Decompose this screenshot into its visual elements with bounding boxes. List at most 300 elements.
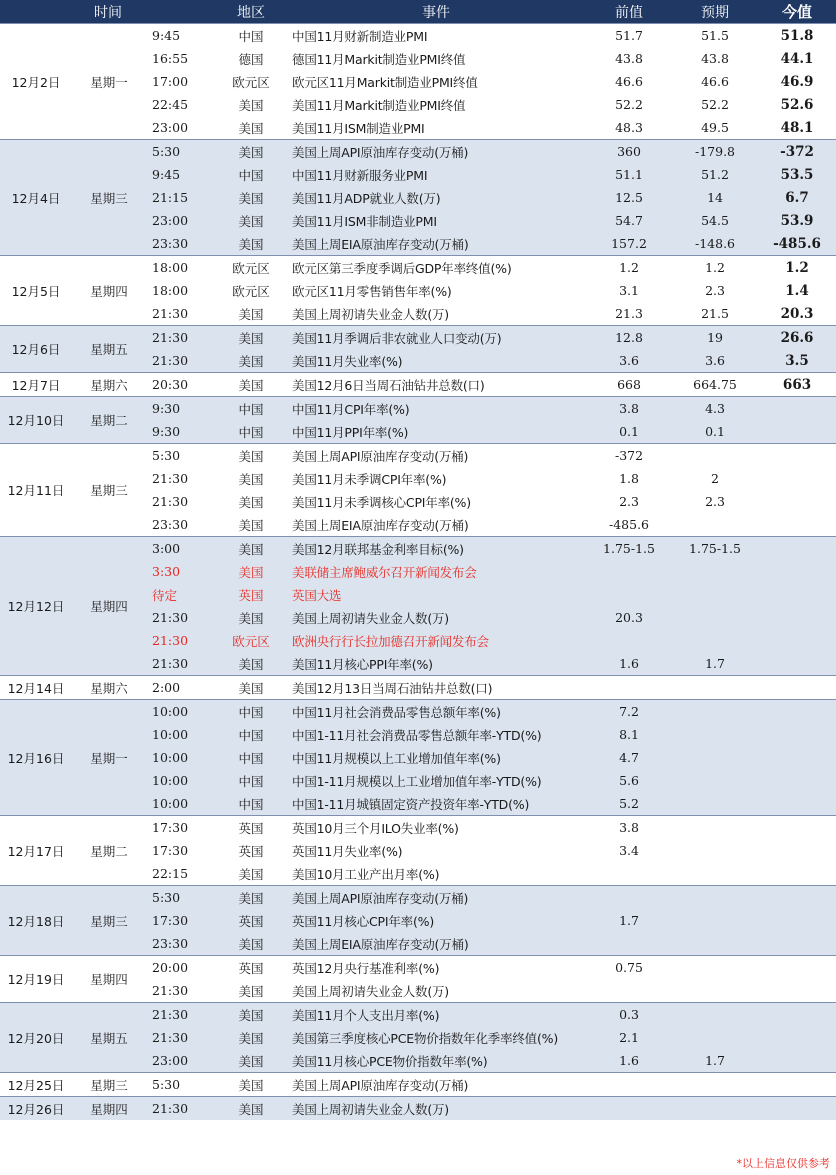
time-cell: 23:00	[146, 1049, 216, 1073]
forecast-value-cell: 1.7	[672, 652, 758, 676]
weekday-cell: 星期四	[72, 1097, 146, 1121]
event-cell: 中国11月规模以上工业增加值年率(%)	[286, 746, 586, 769]
event-cell: 美国11月未季调核心CPI年率(%)	[286, 490, 586, 513]
event-cell: 美国11月核心PCE物价指数年率(%)	[286, 1049, 586, 1073]
event-cell: 美国10月工业产出月率(%)	[286, 862, 586, 886]
actual-value-cell	[758, 1097, 836, 1121]
prev-value-cell: 52.2	[586, 93, 672, 116]
actual-value-cell	[758, 839, 836, 862]
prev-value-cell	[586, 583, 672, 606]
table-row	[0, 397, 836, 421]
actual-value-cell	[758, 956, 836, 980]
forecast-value-cell	[672, 979, 758, 1003]
forecast-value-cell: 1.2	[672, 256, 758, 280]
actual-value-cell: 53.9	[758, 209, 836, 232]
time-cell: 9:45	[146, 163, 216, 186]
actual-value-cell	[758, 420, 836, 444]
forecast-value-cell: 2.3	[672, 279, 758, 302]
date-cell: 12月14日	[0, 676, 72, 700]
actual-value-cell	[758, 909, 836, 932]
table-row	[0, 676, 836, 700]
forecast-value-cell	[672, 769, 758, 792]
region-cell: 中国	[216, 769, 286, 792]
table-row	[0, 1097, 836, 1121]
weekday-cell: 星期四	[72, 256, 146, 326]
prev-value-cell: 3.1	[586, 279, 672, 302]
actual-value-cell	[758, 1026, 836, 1049]
prev-value-cell: 157.2	[586, 232, 672, 256]
time-cell: 9:30	[146, 397, 216, 421]
weekday-cell: 星期四	[72, 537, 146, 676]
forecast-value-cell: 14	[672, 186, 758, 209]
time-cell: 10:00	[146, 723, 216, 746]
region-cell: 英国	[216, 816, 286, 840]
forecast-value-cell: 43.8	[672, 47, 758, 70]
weekday-cell: 星期二	[72, 397, 146, 444]
event-cell: 美国12月联邦基金利率目标(%)	[286, 537, 586, 561]
time-cell: 待定	[146, 583, 216, 606]
event-cell: 美国上周EIA原油库存变动(万桶)	[286, 932, 586, 956]
prev-value-cell: 12.8	[586, 326, 672, 350]
prev-value-cell: 4.7	[586, 746, 672, 769]
actual-value-cell	[758, 490, 836, 513]
actual-value-cell	[758, 467, 836, 490]
forecast-value-cell	[672, 606, 758, 629]
actual-value-cell: 26.6	[758, 326, 836, 350]
region-cell: 中国	[216, 163, 286, 186]
prev-value-cell	[586, 886, 672, 910]
actual-value-cell: 53.5	[758, 163, 836, 186]
weekday-cell: 星期六	[72, 373, 146, 397]
prev-value-cell: 54.7	[586, 209, 672, 232]
forecast-value-cell: 54.5	[672, 209, 758, 232]
event-cell: 欧洲央行行长拉加德召开新闻发布会	[286, 629, 586, 652]
forecast-value-cell	[672, 886, 758, 910]
date-cell: 12月2日	[0, 24, 72, 140]
forecast-value-cell	[672, 956, 758, 980]
time-cell: 21:30	[146, 1026, 216, 1049]
actual-value-cell	[758, 979, 836, 1003]
forecast-value-cell	[672, 723, 758, 746]
event-cell: 中国1-11月规模以上工业增加值年率-YTD(%)	[286, 769, 586, 792]
region-cell: 美国	[216, 467, 286, 490]
time-cell: 23:00	[146, 116, 216, 140]
prev-value-cell: 46.6	[586, 70, 672, 93]
forecast-value-cell	[672, 1097, 758, 1121]
weekday-cell: 星期三	[72, 140, 146, 256]
prev-value-cell: -372	[586, 444, 672, 468]
region-cell: 美国	[216, 652, 286, 676]
weekday-cell: 星期四	[72, 956, 146, 1003]
region-cell: 美国	[216, 302, 286, 326]
table-row	[0, 537, 836, 561]
actual-value-cell	[758, 676, 836, 700]
time-cell: 5:30	[146, 444, 216, 468]
prev-value-cell: 3.8	[586, 816, 672, 840]
date-cell: 12月19日	[0, 956, 72, 1003]
forecast-value-cell	[672, 746, 758, 769]
event-cell: 美国上周初请失业金人数(万)	[286, 1097, 586, 1121]
event-cell: 中国11月社会消费品零售总额年率(%)	[286, 700, 586, 724]
region-cell: 英国	[216, 839, 286, 862]
prev-value-cell: 20.3	[586, 606, 672, 629]
prev-value-cell: 51.7	[586, 24, 672, 48]
region-cell: 美国	[216, 1049, 286, 1073]
time-cell: 17:00	[146, 70, 216, 93]
prev-value-cell	[586, 979, 672, 1003]
date-cell: 12月26日	[0, 1097, 72, 1121]
forecast-value-cell: 49.5	[672, 116, 758, 140]
region-cell: 美国	[216, 1026, 286, 1049]
time-cell: 23:30	[146, 932, 216, 956]
actual-value-cell	[758, 746, 836, 769]
event-cell: 中国1-11月城镇固定资产投资年率-YTD(%)	[286, 792, 586, 816]
weekday-cell: 星期六	[72, 676, 146, 700]
actual-value-cell	[758, 560, 836, 583]
event-cell: 美国上周API原油库存变动(万桶)	[286, 1073, 586, 1097]
prev-value-cell: 3.4	[586, 839, 672, 862]
event-cell: 欧元区11月Markit制造业PMI终值	[286, 70, 586, 93]
region-cell: 美国	[216, 537, 286, 561]
date-cell: 12月12日	[0, 537, 72, 676]
time-cell: 17:30	[146, 909, 216, 932]
date-cell: 12月6日	[0, 326, 72, 373]
forecast-value-cell: 2	[672, 467, 758, 490]
table-row	[0, 1003, 836, 1027]
region-cell: 英国	[216, 583, 286, 606]
region-cell: 美国	[216, 186, 286, 209]
date-cell: 12月11日	[0, 444, 72, 537]
region-cell: 美国	[216, 116, 286, 140]
actual-value-cell	[758, 700, 836, 724]
prev-value-cell: 1.8	[586, 467, 672, 490]
forecast-value-cell: 4.3	[672, 397, 758, 421]
time-cell: 22:45	[146, 93, 216, 116]
event-cell: 美国11月未季调CPI年率(%)	[286, 467, 586, 490]
forecast-value-cell: 1.7	[672, 1049, 758, 1073]
time-cell: 18:00	[146, 256, 216, 280]
time-cell: 5:30	[146, 886, 216, 910]
event-cell: 美国12月13日当周石油钻井总数(口)	[286, 676, 586, 700]
actual-value-cell	[758, 606, 836, 629]
date-cell: 12月17日	[0, 816, 72, 886]
forecast-value-cell: -148.6	[672, 232, 758, 256]
prev-value-cell: 2.3	[586, 490, 672, 513]
region-cell: 美国	[216, 93, 286, 116]
table-row	[0, 444, 836, 468]
actual-value-cell: 51.8	[758, 24, 836, 48]
time-cell: 20:00	[146, 956, 216, 980]
prev-value-cell	[586, 932, 672, 956]
table-row	[0, 956, 836, 980]
forecast-value-cell	[672, 560, 758, 583]
time-cell: 21:30	[146, 652, 216, 676]
actual-value-cell: 52.6	[758, 93, 836, 116]
event-cell: 美国11月ADP就业人数(万)	[286, 186, 586, 209]
forecast-value-cell	[672, 583, 758, 606]
weekday-cell: 星期三	[72, 1073, 146, 1097]
actual-value-cell	[758, 816, 836, 840]
forecast-value-cell	[672, 1073, 758, 1097]
prev-value-cell: 1.2	[586, 256, 672, 280]
event-cell: 欧元区11月零售销售年率(%)	[286, 279, 586, 302]
event-cell: 美国上周EIA原油库存变动(万桶)	[286, 232, 586, 256]
forecast-value-cell	[672, 1026, 758, 1049]
date-cell: 12月4日	[0, 140, 72, 256]
forecast-value-cell: 46.6	[672, 70, 758, 93]
header-today: 今值	[758, 0, 836, 24]
weekday-cell: 星期五	[72, 326, 146, 373]
time-cell: 2:00	[146, 676, 216, 700]
time-cell: 20:30	[146, 373, 216, 397]
prev-value-cell: 0.75	[586, 956, 672, 980]
event-cell: 中国11月CPI年率(%)	[286, 397, 586, 421]
weekday-cell: 星期三	[72, 444, 146, 537]
actual-value-cell: -372	[758, 140, 836, 164]
region-cell: 美国	[216, 1073, 286, 1097]
time-cell: 3:00	[146, 537, 216, 561]
forecast-value-cell	[672, 932, 758, 956]
forecast-value-cell: 21.5	[672, 302, 758, 326]
time-cell: 23:30	[146, 513, 216, 537]
actual-value-cell: 48.1	[758, 116, 836, 140]
actual-value-cell	[758, 723, 836, 746]
event-cell: 英国12月央行基准利率(%)	[286, 956, 586, 980]
forecast-value-cell: 664.75	[672, 373, 758, 397]
event-cell: 欧元区第三季度季调后GDP年率终值(%)	[286, 256, 586, 280]
event-cell: 美国上周初请失业金人数(万)	[286, 606, 586, 629]
table-row	[0, 886, 836, 910]
time-cell: 3:30	[146, 560, 216, 583]
time-cell: 5:30	[146, 1073, 216, 1097]
region-cell: 英国	[216, 956, 286, 980]
event-cell: 美国第三季度核心PCE物价指数年化季率终值(%)	[286, 1026, 586, 1049]
table-row	[0, 24, 836, 48]
time-cell: 10:00	[146, 792, 216, 816]
forecast-value-cell	[672, 444, 758, 468]
header-forecast: 预期	[672, 0, 758, 24]
actual-value-cell	[758, 1073, 836, 1097]
forecast-value-cell: 19	[672, 326, 758, 350]
prev-value-cell	[586, 629, 672, 652]
prev-value-cell: 1.6	[586, 652, 672, 676]
header-event: 事件	[286, 0, 586, 24]
prev-value-cell: 5.2	[586, 792, 672, 816]
time-cell: 16:55	[146, 47, 216, 70]
prev-value-cell: 1.7	[586, 909, 672, 932]
event-cell: 美联储主席鲍威尔召开新闻发布会	[286, 560, 586, 583]
actual-value-cell	[758, 862, 836, 886]
region-cell: 美国	[216, 444, 286, 468]
header-prev: 前值	[586, 0, 672, 24]
region-cell: 中国	[216, 792, 286, 816]
event-cell: 美国上周API原油库存变动(万桶)	[286, 886, 586, 910]
prev-value-cell	[586, 676, 672, 700]
forecast-value-cell: 52.2	[672, 93, 758, 116]
weekday-cell: 星期三	[72, 886, 146, 956]
region-cell: 美国	[216, 676, 286, 700]
prev-value-cell: 43.8	[586, 47, 672, 70]
date-cell: 12月20日	[0, 1003, 72, 1073]
actual-value-cell	[758, 629, 836, 652]
forecast-value-cell	[672, 792, 758, 816]
time-cell: 17:30	[146, 816, 216, 840]
forecast-value-cell	[672, 909, 758, 932]
time-cell: 21:30	[146, 490, 216, 513]
event-cell: 英国10月三个月ILO失业率(%)	[286, 816, 586, 840]
date-cell: 12月10日	[0, 397, 72, 444]
time-cell: 21:30	[146, 1097, 216, 1121]
actual-value-cell: 20.3	[758, 302, 836, 326]
prev-value-cell: 1.6	[586, 1049, 672, 1073]
prev-value-cell: 360	[586, 140, 672, 164]
region-cell: 美国	[216, 979, 286, 1003]
header-time: 时间	[0, 0, 216, 24]
time-cell: 10:00	[146, 746, 216, 769]
forecast-value-cell: -179.8	[672, 140, 758, 164]
forecast-value-cell: 51.2	[672, 163, 758, 186]
region-cell: 美国	[216, 1003, 286, 1027]
actual-value-cell: 46.9	[758, 70, 836, 93]
region-cell: 美国	[216, 349, 286, 373]
region-cell: 美国	[216, 326, 286, 350]
date-cell: 12月16日	[0, 700, 72, 816]
time-cell: 21:30	[146, 302, 216, 326]
actual-value-cell	[758, 932, 836, 956]
prev-value-cell	[586, 862, 672, 886]
region-cell: 中国	[216, 700, 286, 724]
region-cell: 美国	[216, 886, 286, 910]
event-cell: 美国11月Markit制造业PMI终值	[286, 93, 586, 116]
time-cell: 21:30	[146, 629, 216, 652]
actual-value-cell	[758, 444, 836, 468]
time-cell: 10:00	[146, 769, 216, 792]
actual-value-cell	[758, 537, 836, 561]
prev-value-cell: 668	[586, 373, 672, 397]
date-cell: 12月7日	[0, 373, 72, 397]
event-cell: 美国上周初请失业金人数(万)	[286, 979, 586, 1003]
actual-value-cell	[758, 769, 836, 792]
actual-value-cell	[758, 1003, 836, 1027]
time-cell: 18:00	[146, 279, 216, 302]
prev-value-cell: 5.6	[586, 769, 672, 792]
weekday-cell: 星期一	[72, 24, 146, 140]
date-cell: 12月5日	[0, 256, 72, 326]
prev-value-cell: 0.1	[586, 420, 672, 444]
table-header-row	[0, 0, 836, 24]
time-cell: 21:30	[146, 606, 216, 629]
event-cell: 美国上周API原油库存变动(万桶)	[286, 140, 586, 164]
time-cell: 23:00	[146, 209, 216, 232]
forecast-value-cell	[672, 513, 758, 537]
prev-value-cell: 21.3	[586, 302, 672, 326]
prev-value-cell: 12.5	[586, 186, 672, 209]
region-cell: 德国	[216, 47, 286, 70]
event-cell: 英国11月核心CPI年率(%)	[286, 909, 586, 932]
prev-value-cell: 3.6	[586, 349, 672, 373]
region-cell: 中国	[216, 723, 286, 746]
event-cell: 美国上周API原油库存变动(万桶)	[286, 444, 586, 468]
event-cell: 美国上周初请失业金人数(万)	[286, 302, 586, 326]
forecast-value-cell: 2.3	[672, 490, 758, 513]
region-cell: 中国	[216, 746, 286, 769]
time-cell: 22:15	[146, 862, 216, 886]
region-cell: 美国	[216, 606, 286, 629]
weekday-cell: 星期二	[72, 816, 146, 886]
event-cell: 中国1-11月社会消费品零售总额年率-YTD(%)	[286, 723, 586, 746]
event-cell: 美国12月6日当周石油钻井总数(口)	[286, 373, 586, 397]
region-cell: 美国	[216, 862, 286, 886]
time-cell: 17:30	[146, 839, 216, 862]
prev-value-cell: 2.1	[586, 1026, 672, 1049]
date-cell: 12月18日	[0, 886, 72, 956]
time-cell: 9:45	[146, 24, 216, 48]
event-cell: 美国11月核心PPI年率(%)	[286, 652, 586, 676]
time-cell: 5:30	[146, 140, 216, 164]
prev-value-cell: 8.1	[586, 723, 672, 746]
forecast-value-cell	[672, 839, 758, 862]
time-cell: 21:30	[146, 979, 216, 1003]
region-cell: 美国	[216, 1097, 286, 1121]
forecast-value-cell: 0.1	[672, 420, 758, 444]
forecast-value-cell: 3.6	[672, 349, 758, 373]
event-cell: 美国11月个人支出月率(%)	[286, 1003, 586, 1027]
prev-value-cell: 7.2	[586, 700, 672, 724]
date-cell: 12月25日	[0, 1073, 72, 1097]
forecast-value-cell	[672, 1003, 758, 1027]
region-cell: 美国	[216, 232, 286, 256]
event-cell: 英国11月失业率(%)	[286, 839, 586, 862]
region-cell: 欧元区	[216, 279, 286, 302]
region-cell: 美国	[216, 560, 286, 583]
region-cell: 美国	[216, 513, 286, 537]
actual-value-cell	[758, 652, 836, 676]
table-body	[0, 24, 836, 1121]
time-cell: 23:30	[146, 232, 216, 256]
event-cell: 中国11月财新制造业PMI	[286, 24, 586, 48]
event-cell: 英国大选	[286, 583, 586, 606]
actual-value-cell	[758, 513, 836, 537]
actual-value-cell	[758, 397, 836, 421]
event-cell: 中国11月财新服务业PMI	[286, 163, 586, 186]
forecast-value-cell: 1.75-1.5	[672, 537, 758, 561]
actual-value-cell	[758, 886, 836, 910]
prev-value-cell: 1.75-1.5	[586, 537, 672, 561]
time-cell: 9:30	[146, 420, 216, 444]
table-row	[0, 140, 836, 164]
actual-value-cell: 1.4	[758, 279, 836, 302]
forecast-value-cell	[672, 862, 758, 886]
region-cell: 中国	[216, 397, 286, 421]
region-cell: 欧元区	[216, 629, 286, 652]
time-cell: 21:30	[146, 1003, 216, 1027]
event-cell: 美国11月ISM非制造业PMI	[286, 209, 586, 232]
table-row	[0, 373, 836, 397]
prev-value-cell: 48.3	[586, 116, 672, 140]
actual-value-cell: 6.7	[758, 186, 836, 209]
event-cell: 德国11月Markit制造业PMI终值	[286, 47, 586, 70]
actual-value-cell: -485.6	[758, 232, 836, 256]
actual-value-cell	[758, 1049, 836, 1073]
region-cell: 欧元区	[216, 256, 286, 280]
time-cell: 21:30	[146, 467, 216, 490]
table-row	[0, 326, 836, 350]
table-row	[0, 700, 836, 724]
actual-value-cell: 663	[758, 373, 836, 397]
weekday-cell: 星期五	[72, 1003, 146, 1073]
prev-value-cell: 0.3	[586, 1003, 672, 1027]
region-cell: 英国	[216, 909, 286, 932]
